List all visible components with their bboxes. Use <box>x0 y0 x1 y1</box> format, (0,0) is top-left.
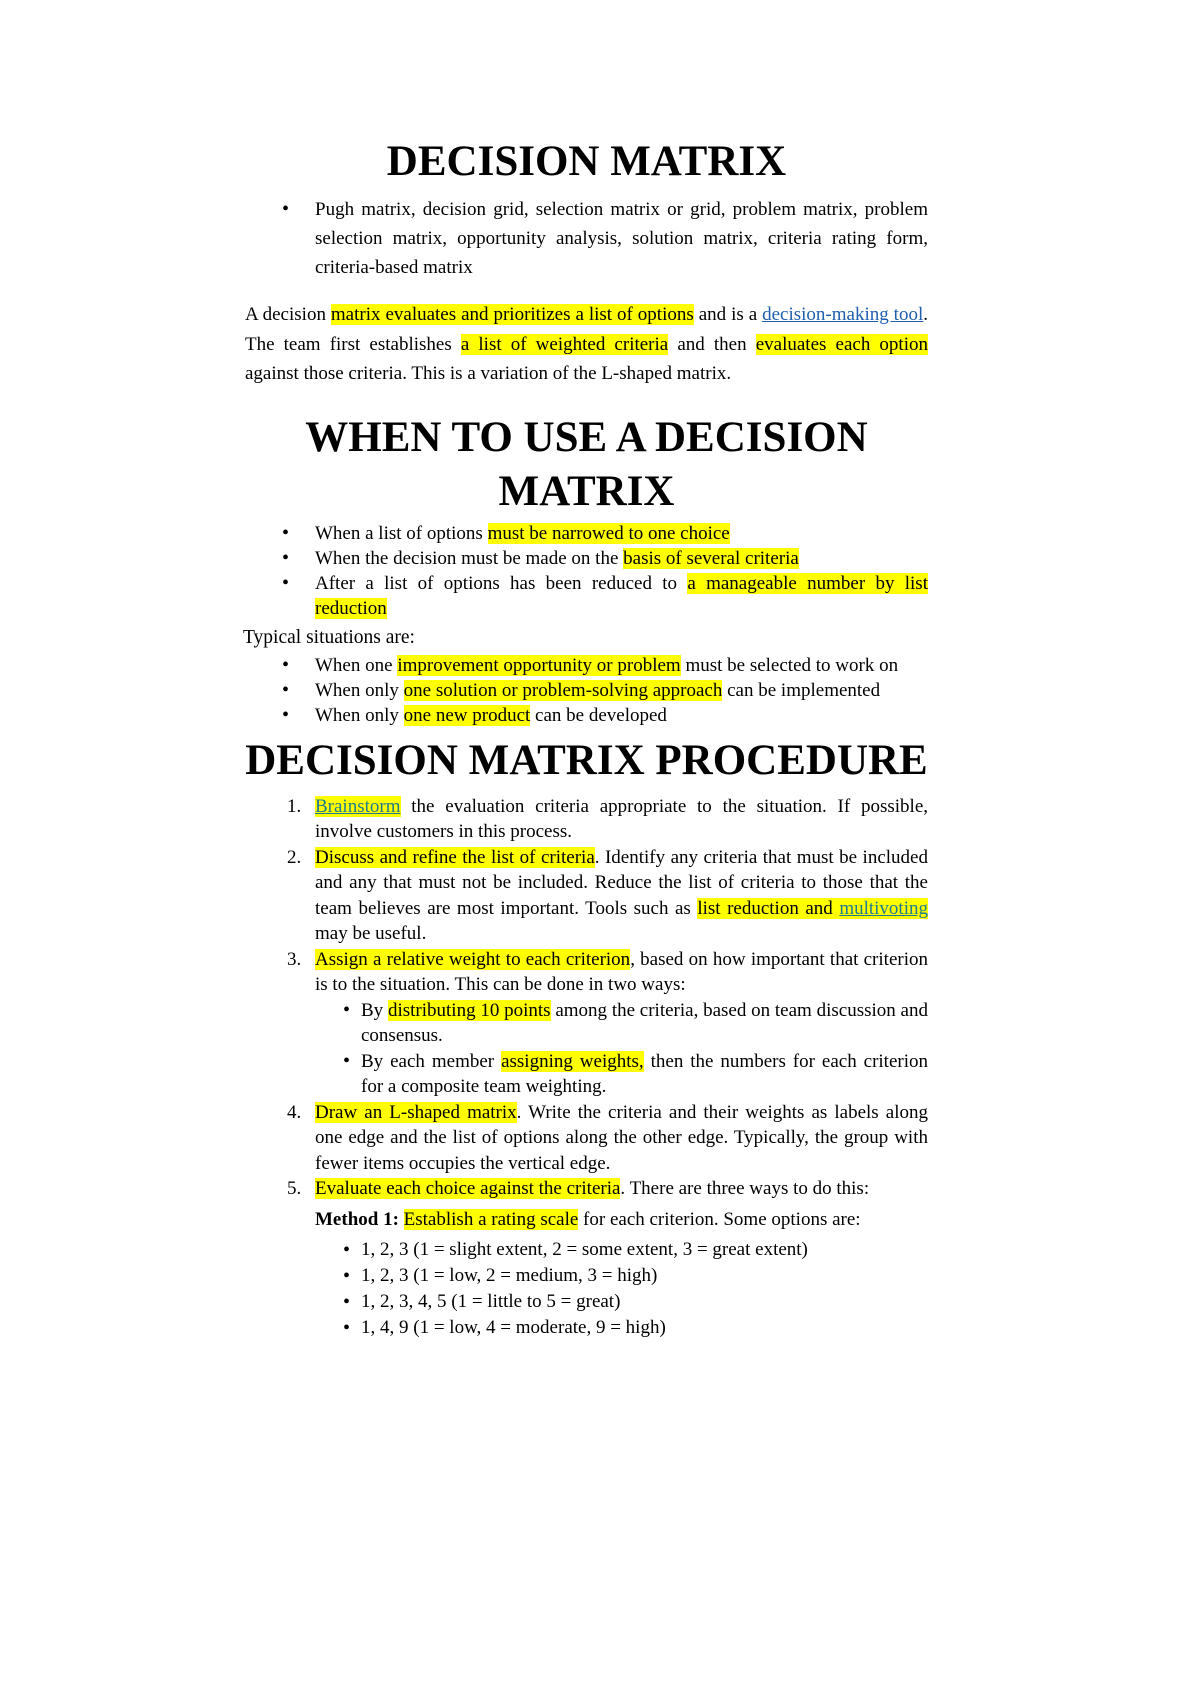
step-number: 2. <box>287 846 302 868</box>
intro-highlight: evaluates each option <box>755 333 928 355</box>
step-2: 2. Discuss and refine the list of criteria. Identify any criteria that must be included and any that must not be included. Reduce the list of criteria to those that the team believes are most important. Tools such as list reduction and multivoting may be useful. <box>287 846 928 944</box>
list-item: • By each member assigning weights, then the numbers for each criterion for a composite team weighting. <box>315 1049 928 1100</box>
list-item: • 1, 2, 3 (1 = slight extent, 2 = some extent, 3 = great extent) <box>315 1237 928 1263</box>
step-number: 1. <box>287 795 302 817</box>
rating-scale-list <box>315 1237 928 1341</box>
intro-paragraph <box>245 300 928 389</box>
intro-text: A decision <box>245 304 331 325</box>
step-number: 3. <box>287 948 302 970</box>
intro-highlight: matrix evaluates and prioritizes a list of options <box>330 304 694 325</box>
list-item: • 1, 2, 3 (1 = low, 2 = medium, 3 = high) <box>315 1263 928 1289</box>
intro-text: . The team first establishes <box>245 304 928 355</box>
list-item: • When the decision must be made on the basis of several criteria <box>245 546 928 571</box>
document-content <box>245 135 928 1341</box>
aka-list <box>245 195 928 282</box>
method-1-paragraph: Method 1: Establish a rating scale for each criterion. Some options are: <box>315 1208 861 1230</box>
step-5: 5. Evaluate each choice against the criteria. There are three ways to do this: Method 1: Establish a rating scale for each criterion. Some options are: • 1, 2, 3 (1 = slight extent, 2 = some extent, 3 = great extent) • 1, 2, 3 (1 = low, 2 = medium, 3 = high) • 1, 2, 3, 4, 5 (1 = little to 5 = great) • 1, 4, 9 (1 = low, 4 = moderate, 9 = high) <box>245 1176 928 1341</box>
step-number: 5. <box>287 1178 302 1199</box>
list-item: • When only one solution or problem-solving approach can be implemented <box>245 678 928 703</box>
list-item: • 1, 2, 3, 4, 5 (1 = little to 5 = great) <box>315 1289 928 1315</box>
typical-situations-label: Typical situations are: <box>243 626 415 648</box>
step-4: 4. Draw an L-shaped matrix. Write the criteria and their weights as labels along one edge and the list of options along the other edge. Typically, the group with fewer items occupies the vertical edge. <box>287 1101 928 1174</box>
page-title: DECISION MATRIX <box>386 138 787 185</box>
procedure-heading: DECISION MATRIX PROCEDURE <box>245 736 928 784</box>
intro-text: against those criteria. This is a variation of the L-shaped matrix. <box>245 363 732 384</box>
brainstorm-link[interactable]: Brainstorm <box>315 795 401 817</box>
step-number: 4. <box>287 1101 302 1123</box>
typical-list <box>245 653 928 728</box>
procedure-steps <box>245 794 928 1341</box>
intro-text: and then <box>668 333 756 355</box>
when-list <box>245 521 928 621</box>
list-item: • 1, 4, 9 (1 = low, 4 = moderate, 9 = high) <box>315 1315 928 1341</box>
intro-highlight: a list of weighted criteria <box>460 333 669 355</box>
step-1: 1. Brainstorm the evaluation criteria appropriate to the situation. If possible, involve customers in this process. <box>287 795 928 842</box>
intro-text: and is a <box>693 304 763 325</box>
when-to-use-heading: WHEN TO USE A DECISION MATRIX <box>305 413 868 515</box>
weighting-methods-list <box>315 998 928 1100</box>
aka-item: • Pugh matrix, decision grid, selection matrix or grid, problem matrix, problem selection matrix, opportunity analysis, solution matrix, criteria rating form, criteria-based matrix <box>245 195 928 282</box>
list-item: • By distributing 10 points among the criteria, based on team discussion and consensus. <box>315 998 928 1049</box>
decision-making-tool-link[interactable]: decision-making tool <box>762 304 924 325</box>
step-3: 3. Assign a relative weight to each criterion, based on how important that criterion is to the situation. This can be done in two ways: • By distributing 10 points among the criteria, based on team discussion and consensus. • By each member assigning weights, then the numbers for each criterion for a composite team weighting. <box>245 947 928 1100</box>
list-item: • When one improvement opportunity or problem must be selected to work on <box>245 653 928 678</box>
method-label: Method 1: <box>315 1208 399 1230</box>
multivoting-link[interactable]: multivoting <box>839 897 928 919</box>
list-item: • When a list of options must be narrowed to one choice <box>245 521 928 546</box>
list-item: • When only one new product can be developed <box>245 703 928 728</box>
list-item: • After a list of options has been reduced to a manageable number by list reduction <box>245 571 928 621</box>
